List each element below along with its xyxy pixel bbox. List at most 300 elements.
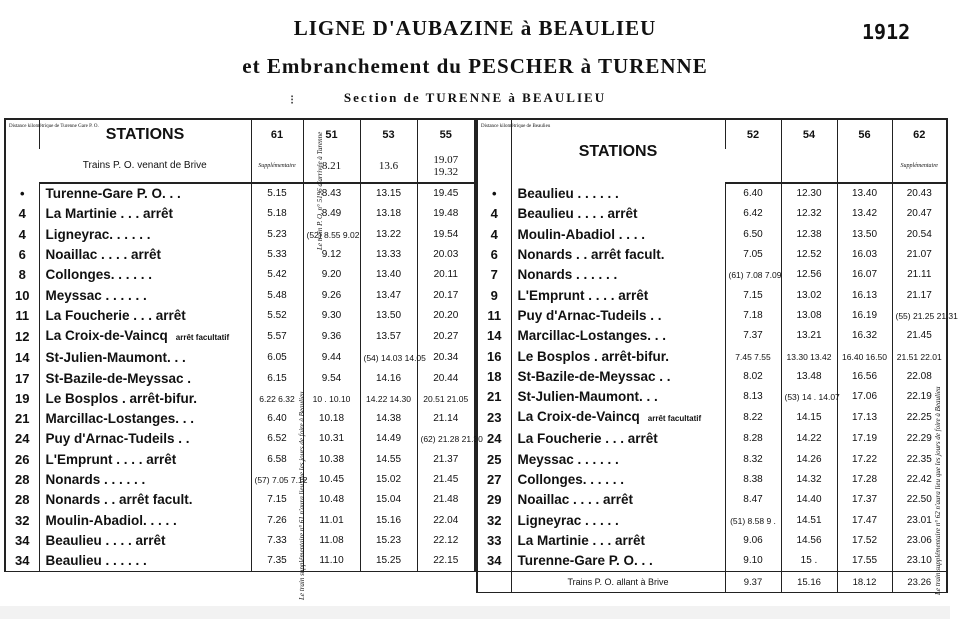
time-cell: 23.06 — [892, 531, 947, 551]
station-name: Moulin-Abadiol. . . . . — [45, 512, 177, 528]
time-cell: 5.57 — [251, 326, 303, 348]
distance-cell: 23 — [487, 410, 502, 426]
page-title: LIGNE D'AUBAZINE à BEAULIEU — [293, 16, 657, 40]
table-row — [477, 551, 947, 572]
time-cell: 6.40 — [725, 183, 781, 204]
station-name: Collonges. . . . . . — [45, 267, 153, 283]
time-cell: 16.19 — [837, 306, 892, 326]
train-number: 55 — [417, 119, 475, 149]
time-cell: 9.36 — [303, 326, 360, 348]
table-row — [5, 265, 475, 285]
time-cell: 14.16 — [360, 368, 417, 388]
station-cell — [511, 265, 725, 285]
time-cell: 21.14 — [417, 409, 475, 429]
time-cell: 10 . 10.10 — [303, 389, 360, 409]
distance-cell: 24 — [487, 431, 502, 447]
time-cell: (61) 7.08 7.09 — [725, 265, 781, 285]
table-row — [5, 551, 475, 572]
time-cell: 17.06 — [837, 387, 892, 407]
time-cell: (62) 21.28 21.30 — [417, 429, 475, 449]
time-cell: 8.02 — [725, 367, 781, 387]
time-cell: 14.51 — [781, 510, 837, 530]
train-number: 53 — [360, 119, 417, 149]
station-name: Le Bosplos . arrêt-bifur. — [517, 348, 670, 364]
time-cell: 12.32 — [781, 204, 837, 224]
train-number: 54 — [781, 119, 837, 149]
footer-label: Trains P. O. allant à Brive — [511, 572, 725, 593]
station-cell — [39, 409, 251, 429]
station-cell — [511, 225, 725, 245]
table-row — [5, 470, 475, 490]
station-name: La Foucherie . . . arrêt — [517, 431, 658, 447]
station-cell — [39, 551, 251, 572]
distance-header: Distance kilométrique de Turenne Gare P. O. — [5, 119, 39, 183]
table-row — [477, 429, 947, 449]
train-dep — [725, 149, 781, 183]
origin-note: Trains P. O. venant de Brive — [39, 149, 251, 183]
time-cell: 22.35 — [892, 450, 947, 470]
time-cell: (51) 8.58 9 . — [725, 510, 781, 530]
time-cell: 22.42 — [892, 470, 947, 490]
time-cell: 21.17 — [892, 285, 947, 305]
time-cell: 15.16 — [360, 510, 417, 530]
station-cell — [39, 368, 251, 388]
distance-header: Distance kilométrique de Beaulieu — [477, 119, 511, 183]
station-name: L'Emprunt . . . . arrêt — [45, 451, 177, 467]
time-cell: 22.19 — [892, 387, 947, 407]
time-cell: 13.21 — [781, 326, 837, 346]
station-cell — [511, 470, 725, 490]
station-cell — [511, 429, 725, 449]
time-cell: 19.48 — [417, 204, 475, 224]
train-number: 61 — [251, 119, 303, 149]
time-cell: 20.11 — [417, 265, 475, 285]
time-cell: 17.37 — [837, 490, 892, 510]
station-name: Nonards . . . . . . — [45, 472, 146, 487]
page-edge — [0, 606, 950, 619]
time-cell: 20.54 — [892, 225, 947, 245]
time-cell: 11.10 — [303, 551, 360, 572]
time-cell: 12.56 — [781, 265, 837, 285]
time-cell: 20.20 — [417, 306, 475, 326]
station-name: St-Julien-Maumont. . . — [45, 350, 186, 366]
time-cell: 13.50 — [837, 225, 892, 245]
station-name: Meyssac . . . . . . — [517, 451, 619, 467]
train-dep — [781, 149, 837, 183]
station-cell — [511, 326, 725, 346]
year-label: 1912 — [862, 20, 911, 44]
station-name: Nonards . . arrêt facult. — [45, 492, 193, 508]
station-name: Beaulieu . . . . arrêt — [517, 206, 638, 222]
station-name: Le Bosplos . arrêt-bifur. — [45, 390, 198, 406]
time-cell: 10.38 — [303, 450, 360, 470]
time-cell: 22.15 — [417, 551, 475, 572]
time-cell: 17.19 — [837, 429, 892, 449]
time-cell: 16.07 — [837, 265, 892, 285]
distance-cell: 11 — [487, 307, 502, 323]
distance-cell: 14 — [15, 350, 30, 366]
train-dep: 8.21 — [303, 149, 360, 183]
station-name: Beaulieu . . . . . . — [45, 553, 147, 569]
time-cell: 20.43 — [892, 183, 947, 204]
time-cell: 9.12 — [303, 245, 360, 265]
time-cell: 7.37 — [725, 326, 781, 346]
station-cell — [39, 183, 251, 204]
station-cell — [511, 183, 725, 204]
time-cell: 17.28 — [837, 470, 892, 490]
distance-cell: 12 — [15, 329, 30, 345]
timetable-left — [4, 118, 483, 572]
time-cell: 22.29 — [892, 429, 947, 449]
station-name: Turenne-Gare P. O. . . — [517, 553, 653, 569]
time-cell: 13.48 — [781, 367, 837, 387]
distance-cell: 28 — [15, 492, 30, 508]
time-cell: 8.22 — [725, 407, 781, 429]
section-title: Section de TURENNE à BEAULIEU — [343, 90, 607, 105]
time-cell: 9.30 — [303, 306, 360, 326]
train-dep: Supplémentaire — [892, 149, 947, 183]
station-name: Beaulieu . . . . arrêt — [45, 532, 166, 548]
station-name: St-Bazile-de-Meyssac . — [45, 370, 192, 386]
time-cell: 7.35 — [251, 551, 303, 572]
time-cell: 8.49 — [303, 204, 360, 224]
time-cell: 23.01 — [892, 510, 947, 530]
station-cell — [39, 510, 251, 530]
time-cell: 20.03 — [417, 245, 475, 265]
time-cell: 6.22 6.32 — [251, 389, 303, 409]
time-cell: 16.56 — [837, 367, 892, 387]
time-cell: 21.48 — [417, 490, 475, 510]
table-row — [477, 510, 947, 530]
station-cell — [39, 348, 251, 368]
station-cell — [39, 531, 251, 551]
vertical-note: Le train P. O. n° 5196 d'arrivée à Turenne — [316, 131, 324, 250]
distance-cell: 28 — [15, 472, 30, 487]
time-cell: 6.40 — [251, 409, 303, 429]
table-row — [477, 326, 947, 346]
time-cell: 5.18 — [251, 204, 303, 224]
station-cell — [511, 407, 725, 429]
distance-cell: 17 — [15, 370, 30, 386]
time-cell: 13.47 — [360, 285, 417, 305]
station-cell — [39, 285, 251, 305]
station-cell — [39, 326, 251, 348]
time-cell: 12.30 — [781, 183, 837, 204]
time-cell: 20.17 — [417, 285, 475, 305]
time-cell: 13.08 — [781, 306, 837, 326]
time-cell: 21.45 — [892, 326, 947, 346]
time-cell: 6.05 — [251, 348, 303, 368]
time-cell: 14.15 — [781, 407, 837, 429]
station-name: Turenne-Gare P. O. . . — [45, 186, 181, 202]
distance-cell: 6 — [18, 247, 26, 263]
time-cell: 15 . — [781, 551, 837, 572]
time-cell: 16.03 — [837, 245, 892, 265]
time-cell: 23.10 — [892, 551, 947, 572]
table-row — [477, 346, 947, 366]
time-cell: (55) 21.25 21.31 — [892, 306, 947, 326]
station-name: Marcillac-Lostanges. . . — [517, 328, 667, 344]
table-row — [477, 470, 947, 490]
station-cell — [511, 531, 725, 551]
time-cell: 8.13 — [725, 387, 781, 407]
time-cell: 6.58 — [251, 450, 303, 470]
time-cell: 16.13 — [837, 285, 892, 305]
table-row — [477, 450, 947, 470]
time-cell: 13.22 — [360, 225, 417, 245]
distance-cell: 24 — [15, 431, 30, 447]
time-cell: 17.52 — [837, 531, 892, 551]
distance-cell: 32 — [487, 512, 502, 528]
station-name: Marcillac-Lostanges. . . — [45, 411, 195, 427]
time-cell: 7.05 — [725, 245, 781, 265]
time-cell: 21.51 22.01 — [892, 346, 947, 366]
station-name: Ligneyrac. . . . . . — [45, 226, 151, 242]
station-name: La Martinie . . . arrêt — [45, 206, 174, 222]
time-cell: 8.32 — [725, 450, 781, 470]
time-cell: 13.57 — [360, 326, 417, 348]
page-subtitle: et Embranchement du PESCHER à TURENNE — [242, 54, 708, 78]
time-cell: 15.04 — [360, 490, 417, 510]
table-row — [5, 409, 475, 429]
table-row — [477, 285, 947, 305]
distance-cell: 7 — [490, 267, 498, 283]
time-cell: 19.45 — [417, 183, 475, 204]
distance-cell: 18 — [487, 368, 502, 384]
vertical-note: Le train supplémentaire n° 62 n'aura lieu que les jours de foire à Beaulieu — [934, 386, 942, 595]
table-row — [477, 204, 947, 224]
table-row — [477, 407, 947, 429]
time-cell: 13.15 — [360, 183, 417, 204]
station-cell — [511, 510, 725, 530]
time-cell: 10.18 — [303, 409, 360, 429]
station-name: St-Julien-Maumont. . . — [517, 389, 658, 405]
station-name: L'Emprunt . . . . arrêt — [517, 287, 649, 303]
time-cell: 20.51 21.05 — [417, 389, 475, 409]
table-row — [5, 531, 475, 551]
time-cell: 7.15 — [251, 490, 303, 510]
time-cell: 7.18 — [725, 306, 781, 326]
time-cell: 6.42 — [725, 204, 781, 224]
station-cell — [511, 551, 725, 572]
distance-cell: 29 — [487, 492, 502, 508]
table-row — [5, 306, 475, 326]
time-cell: 15.25 — [360, 551, 417, 572]
time-cell: 8.38 — [725, 470, 781, 490]
time-cell: 20.27 — [417, 326, 475, 348]
time-cell: 8.47 — [725, 490, 781, 510]
station-cell — [511, 387, 725, 407]
distance-cell: 27 — [487, 472, 502, 487]
vertical-note: Le train supplémentaire n° 61 n'aura lieu que les jours de foire à Beaulieu — [298, 391, 306, 600]
time-cell: 14.26 — [781, 450, 837, 470]
time-cell: 16.40 16.50 — [837, 346, 892, 366]
distance-cell: 21 — [487, 389, 502, 405]
station-cell — [39, 245, 251, 265]
time-cell: 9.10 — [725, 551, 781, 572]
time-cell: 5.52 — [251, 306, 303, 326]
time-cell: 14.56 — [781, 531, 837, 551]
time-cell: 17.22 — [837, 450, 892, 470]
table-row — [5, 204, 475, 224]
distance-cell: 19 — [15, 390, 30, 406]
station-cell — [39, 470, 251, 490]
table-row — [5, 389, 475, 409]
station-cell — [511, 306, 725, 326]
train-number: 52 — [725, 119, 781, 149]
time-cell: 6.15 — [251, 368, 303, 388]
distance-cell: • — [19, 185, 25, 201]
station-name: Moulin-Abadiol . . . . — [517, 226, 645, 242]
time-cell: 5.33 — [251, 245, 303, 265]
time-cell: 9.06 — [725, 531, 781, 551]
distance-cell: 25 — [487, 451, 502, 467]
time-cell: 16.32 — [837, 326, 892, 346]
train-dep: 13.6 — [360, 149, 417, 183]
station-name: Nonards . . . . . . — [517, 267, 618, 283]
station-cell — [39, 389, 251, 409]
station-name: La Foucherie . . . arrêt — [45, 307, 186, 323]
table-row — [5, 285, 475, 305]
station-name: Puy d'Arnac-Tudeils . . — [45, 431, 190, 447]
time-cell: 20.47 — [892, 204, 947, 224]
table-row — [477, 367, 947, 387]
time-cell: 13.33 — [360, 245, 417, 265]
table-row — [5, 429, 475, 449]
time-cell: 7.15 — [725, 285, 781, 305]
table-row — [5, 348, 475, 368]
time-cell: 12.38 — [781, 225, 837, 245]
distance-cell: 4 — [490, 226, 498, 242]
time-cell: 8.43 — [303, 183, 360, 204]
time-cell: 13.40 — [837, 183, 892, 204]
time-cell: 14.38 — [360, 409, 417, 429]
footer-spacer — [477, 572, 511, 593]
time-cell: 22.50 — [892, 490, 947, 510]
time-cell: 5.15 — [251, 183, 303, 204]
time-cell: 22.12 — [417, 531, 475, 551]
station-cell — [39, 306, 251, 326]
table-row — [477, 245, 947, 265]
distance-cell: 34 — [15, 553, 30, 569]
station-cell — [39, 225, 251, 245]
time-cell: 22.04 — [417, 510, 475, 530]
time-cell: 11.01 — [303, 510, 360, 530]
table-row — [477, 531, 947, 551]
station-name: La Croix-de-Vaincq — [45, 328, 168, 344]
station-name: Meyssac . . . . . . — [45, 287, 147, 303]
time-cell: 13.30 13.42 — [781, 346, 837, 366]
time-cell: 12.52 — [781, 245, 837, 265]
distance-cell: • — [491, 185, 497, 201]
distance-cell: 16 — [487, 348, 502, 364]
time-cell: 6.52 — [251, 429, 303, 449]
time-cell: 7.26 — [251, 510, 303, 530]
train-number: 51 — [303, 119, 360, 149]
distance-cell: 14 — [487, 328, 502, 344]
table-row — [477, 387, 947, 407]
time-cell: 7.33 — [251, 531, 303, 551]
time-cell: 10.31 — [303, 429, 360, 449]
time-cell: 9.20 — [303, 265, 360, 285]
station-cell — [39, 450, 251, 470]
station-cell — [511, 285, 725, 305]
table-row — [5, 183, 475, 204]
station-name: Beaulieu . . . . . . — [517, 185, 619, 201]
distance-cell: 4 — [18, 226, 26, 242]
station-name: Noaillac . . . . arrêt — [517, 492, 634, 508]
train-number: 62 — [892, 119, 947, 149]
footer-time: 15.16 — [781, 572, 837, 593]
station-cell — [511, 367, 725, 387]
table-row — [477, 490, 947, 510]
time-cell: 5.42 — [251, 265, 303, 285]
table-row — [477, 265, 947, 285]
time-cell: 20.44 — [417, 368, 475, 388]
station-name: Collonges. . . . . . — [517, 472, 625, 487]
time-cell: 15.02 — [360, 470, 417, 490]
time-cell: 19.54 — [417, 225, 475, 245]
station-cell — [39, 490, 251, 510]
train-dep: 19.07 19.32 — [417, 149, 475, 183]
time-cell: 14.32 — [781, 470, 837, 490]
distance-cell: 4 — [18, 206, 26, 222]
time-cell: 9.54 — [303, 368, 360, 388]
station-cell — [511, 490, 725, 510]
table-row — [5, 490, 475, 510]
station-name: La Croix-de-Vaincq — [517, 409, 640, 425]
station-name: St-Bazile-de-Meyssac . . — [517, 368, 671, 384]
station-cell — [39, 265, 251, 285]
distance-cell: 11 — [15, 307, 30, 323]
time-cell: 5.48 — [251, 285, 303, 305]
station-name: Puy d'Arnac-Tudeils . . — [517, 307, 662, 323]
station-cell — [511, 450, 725, 470]
distance-cell: 34 — [15, 532, 30, 548]
table-row — [5, 326, 475, 348]
distance-cell: 8 — [18, 267, 26, 283]
time-cell: (54) 14.03 14.05 — [360, 348, 417, 368]
time-cell: 13.50 — [360, 306, 417, 326]
time-cell: 21.45 — [417, 470, 475, 490]
time-cell: 20.34 — [417, 348, 475, 368]
time-cell: 13.42 — [837, 204, 892, 224]
station-name: Noaillac . . . . arrêt — [45, 247, 162, 263]
table-row — [5, 245, 475, 265]
footer-time: 18.12 — [837, 572, 892, 593]
station-cell — [511, 204, 725, 224]
footer-time: 23.26 — [892, 572, 947, 593]
time-cell: 9.26 — [303, 285, 360, 305]
time-cell: 10.48 — [303, 490, 360, 510]
time-cell: 15.23 — [360, 531, 417, 551]
station-cell — [511, 346, 725, 366]
distance-cell: 9 — [490, 287, 498, 303]
station-cell — [39, 429, 251, 449]
time-cell: 14.40 — [781, 490, 837, 510]
station-note: arrêt facultatif — [175, 333, 230, 343]
time-cell: 14.55 — [360, 450, 417, 470]
station-name: La Martinie . . . arrêt — [517, 532, 646, 548]
train-dep — [837, 149, 892, 183]
distance-cell: 10 — [15, 287, 30, 303]
distance-cell: 26 — [15, 451, 30, 467]
time-cell: 8.28 — [725, 429, 781, 449]
time-cell: 11.08 — [303, 531, 360, 551]
time-cell: 10.45 — [303, 470, 360, 490]
station-name: Nonards . . arrêt facult. — [517, 247, 665, 263]
time-cell: 14.49 — [360, 429, 417, 449]
